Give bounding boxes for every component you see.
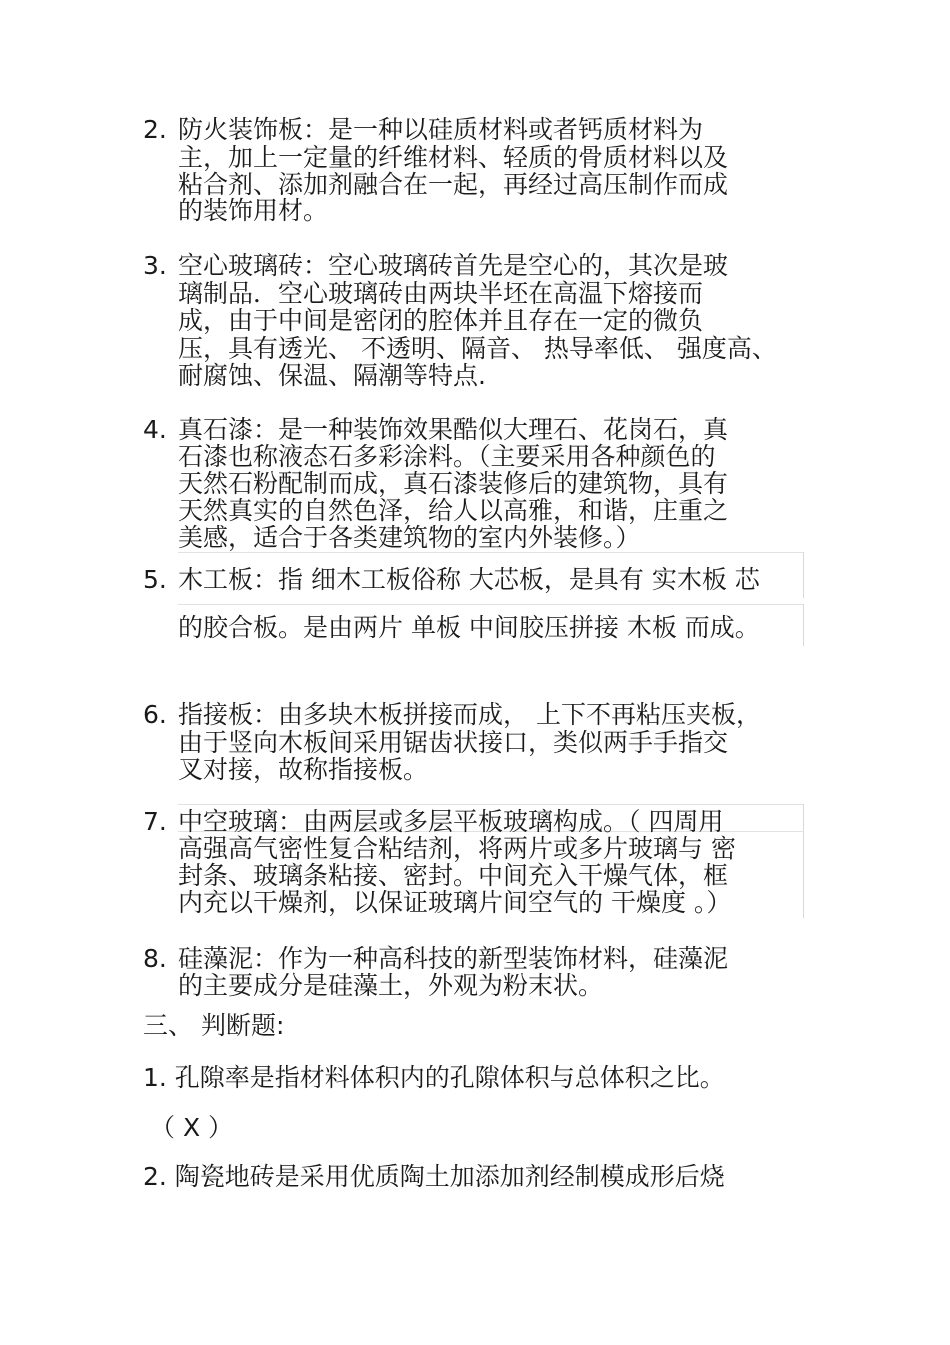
item-text-line: 天然真实的自然色泽，给人以高雅，和谐，庄重之 <box>178 496 729 525</box>
item-number: 4. <box>143 415 167 444</box>
item-text-line: 天然石粉配制而成，真石漆装修后的建筑物，具有 <box>178 469 729 498</box>
item-text-line: 内充以干燥剂，以保证玻璃片间空气的 干燥度 。） <box>178 888 732 917</box>
item-number: 8. <box>143 944 167 973</box>
item-text-line: 硅藻泥：作为一种高科技的新型装饰材料，硅藻泥 <box>178 944 729 973</box>
item-number: 5. <box>143 565 167 594</box>
judge-answer: （ X ） <box>150 1113 234 1142</box>
table-rule <box>178 552 804 553</box>
item-text-line: 压，具有透光、 不透明、隔音、 热导率低、 强度高、 <box>178 334 777 363</box>
item-text-line: 高强高气密性复合粘结剂，将两片或多片玻璃与 密 <box>178 834 736 863</box>
item-text-line: 璃制品．空心玻璃砖由两块半坯在高温下熔接而 <box>178 279 704 308</box>
item-text-line: 空心玻璃砖：空心玻璃砖首先是空心的，其次是玻 <box>178 251 729 280</box>
table-rule <box>803 804 804 918</box>
table-rule <box>803 604 804 646</box>
item-text-line: 成，由于中间是密闭的腔体并且存在一定的微负 <box>178 306 704 335</box>
item-number: 3. <box>143 251 167 280</box>
item-text-line: 木工板：指 细木工板俗称 大芯板，是具有 实木板 芯 <box>178 565 760 594</box>
table-rule <box>178 604 804 605</box>
item-text-line: 美感，适合于各类建筑物的室内外装修。） <box>178 523 641 552</box>
table-rule <box>178 804 804 805</box>
item-number: 7. <box>143 807 167 836</box>
item-text-line: 石漆也称液态石多彩涂料。（主要采用各种颜色的 <box>178 442 716 471</box>
table-rule <box>803 552 804 598</box>
item-text-line: 耐腐蚀、保温、隔潮等特点. <box>178 361 486 390</box>
item-text-line: 指接板：由多块木板拼接而成， 上下不再粘压夹板， <box>178 700 761 729</box>
item-text-line: 由于竖向木板间采用锯齿状接口，类似两手手指交 <box>178 728 729 757</box>
judge-question: 2. 陶瓷地砖是采用优质陶土加添加剂经制模成形后烧 <box>143 1162 725 1191</box>
item-text-line: 的胶合板。是由两片 单板 中间胶压拼接 木板 而成。 <box>178 613 760 642</box>
item-number: 2. <box>143 115 167 144</box>
judge-question: 1. 孔隙率是指材料体积内的孔隙体积与总体积之比。 <box>143 1063 725 1092</box>
item-text-line: 真石漆：是一种装饰效果酷似大理石、花岗石，真 <box>178 415 729 444</box>
item-text-line: 防火装饰板：是一种以硅质材料或者钙质材料为 <box>178 115 704 144</box>
item-text-line: 中空玻璃：由两层或多层平板玻璃构成。（ 四周用 <box>178 807 724 836</box>
item-text-line: 叉对接，故称指接板。 <box>178 755 429 784</box>
item-text-line: 封条、玻璃条粘接、密封。中间充入干燥气体，框 <box>178 861 729 890</box>
item-text-line: 主，加上一定量的纤维材料、轻质的骨质材料以及 <box>178 143 729 172</box>
item-text-line: 粘合剂、添加剂融合在一起，再经过高压制作而成 <box>178 170 729 199</box>
item-number: 6. <box>143 700 167 729</box>
section-title: 三、 判断题: <box>143 1011 285 1040</box>
item-text-line: 的装饰用材。 <box>178 196 329 225</box>
item-text-line: 的主要成分是硅藻土，外观为粉末状。 <box>178 971 604 1000</box>
